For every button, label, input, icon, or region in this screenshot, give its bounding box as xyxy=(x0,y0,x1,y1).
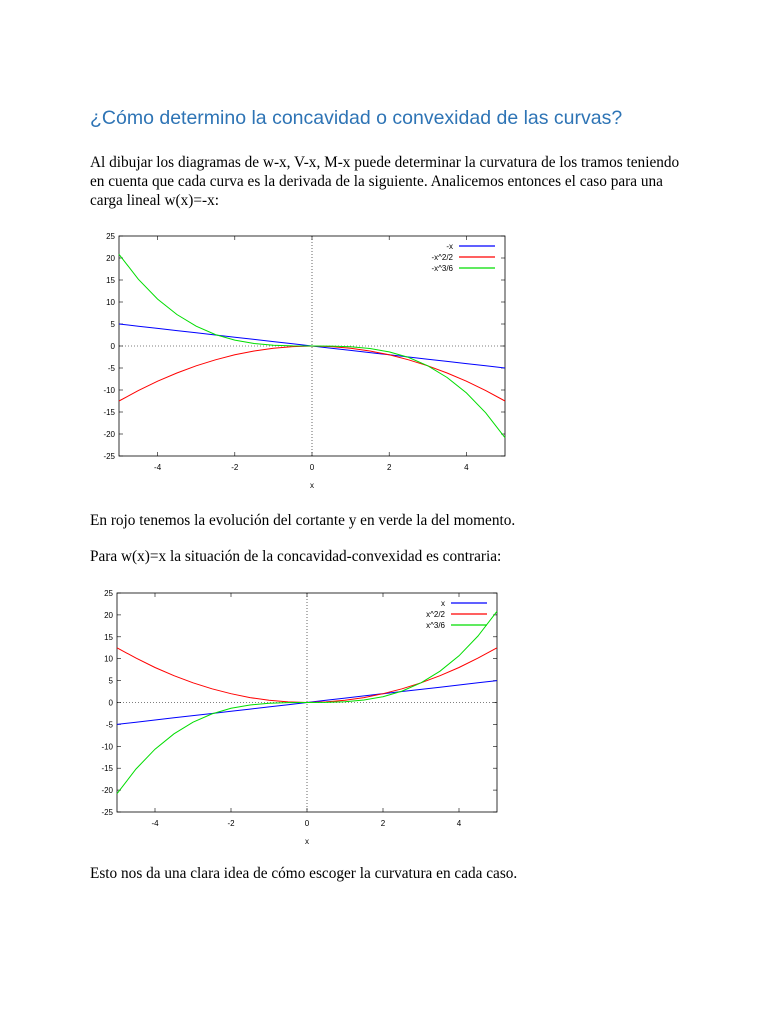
x-axis-label: x xyxy=(305,837,309,846)
legend-label-1: x^2/2 xyxy=(426,610,445,619)
x-tick-label: 0 xyxy=(309,463,315,472)
legend-label-0: x xyxy=(441,599,445,608)
y-tick-label: -10 xyxy=(103,386,115,395)
x-axis-label: x xyxy=(310,481,314,490)
x-tick-label: 2 xyxy=(380,819,386,828)
y-tick-label: 5 xyxy=(108,676,113,686)
positive-load-paragraph: Para w(x)=x la situación de la concavidad-convexidad es contraria: xyxy=(90,548,502,565)
legend-label-2: -x^3/6 xyxy=(431,264,453,273)
y-tick-label: -10 xyxy=(101,742,113,752)
x-tick-label: -4 xyxy=(151,819,159,828)
legend-label-1: -x^2/2 xyxy=(431,253,453,262)
y-tick-label: 5 xyxy=(110,320,115,329)
y-tick-label: 25 xyxy=(106,232,115,241)
legend-label-0: -x xyxy=(446,242,453,251)
x-tick-label: 4 xyxy=(464,463,469,472)
y-tick-label: 15 xyxy=(104,632,113,642)
y-tick-label: -5 xyxy=(105,720,113,730)
x-tick-label: 0 xyxy=(304,819,310,828)
intro-paragraph: Al dibujar los diagramas de w-x, V-x, M-x puede determinar la curvatura de los tramos teniendo en cuenta que cada curva es la derivada de la siguiente. Analicemos entonces el caso para una carga lineal w(x)=-x: xyxy=(90,154,680,209)
y-tick-label: 10 xyxy=(104,654,113,664)
y-tick-label: -15 xyxy=(103,408,115,417)
y-tick-label: 20 xyxy=(106,254,115,263)
x-tick-label: -2 xyxy=(231,463,239,472)
y-tick-label: -20 xyxy=(103,430,115,439)
x-tick-label: -4 xyxy=(154,463,162,472)
y-tick-label: -5 xyxy=(107,364,115,373)
x-tick-label: 4 xyxy=(456,819,462,828)
y-tick-label: 0 xyxy=(110,342,115,351)
closing-paragraph: Esto nos da una clara idea de cómo escoger la curvatura en cada caso. xyxy=(90,865,518,882)
y-tick-label: -15 xyxy=(101,764,113,774)
y-tick-label: 25 xyxy=(104,589,113,598)
y-tick-label: -25 xyxy=(101,808,113,817)
y-tick-label: 20 xyxy=(104,610,113,620)
y-tick-label: 15 xyxy=(106,276,115,285)
y-tick-label: 0 xyxy=(108,698,113,708)
page-heading: ¿Cómo determino la concavidad o convexidad de las curvas? xyxy=(90,107,623,129)
y-tick-label: -20 xyxy=(101,786,113,796)
legend-label-2: x^3/6 xyxy=(426,621,445,630)
y-tick-label: 10 xyxy=(106,298,115,307)
x-tick-label: 2 xyxy=(386,463,392,472)
shear-moment-note: En rojo tenemos la evolución del cortante y en verde la del momento. xyxy=(90,512,516,529)
x-tick-label: -2 xyxy=(227,819,235,828)
y-tick-label: -25 xyxy=(103,452,115,461)
